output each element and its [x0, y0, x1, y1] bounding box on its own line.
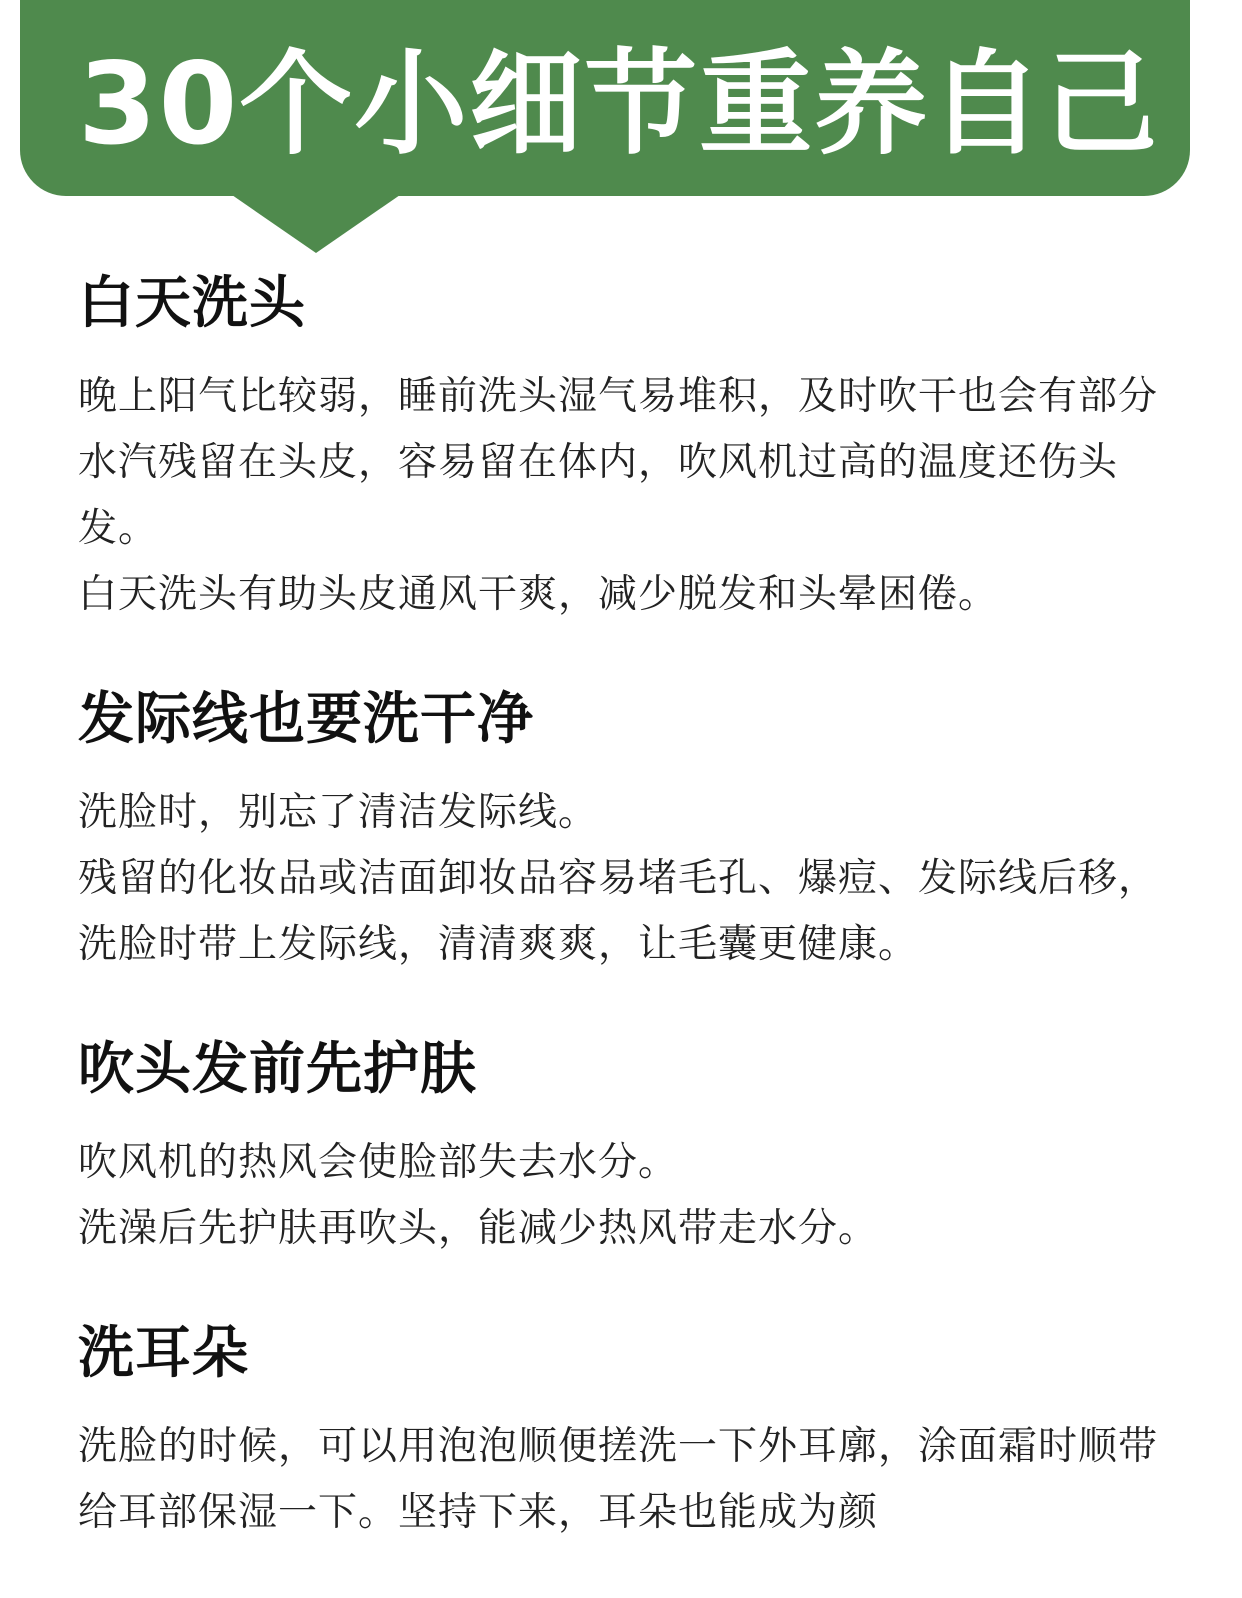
section-paragraph: 晚上阳气比较弱，睡前洗头湿气易堆积，及时吹干也会有部分水汽残留在头皮，容易留在体内，吹风机过高的温度还伤头发。 [78, 374, 1159, 551]
section-skincare-before-drying [78, 1030, 1188, 1262]
section-paragraph: 洗脸时，别忘了清洁发际线。 [78, 790, 599, 835]
bottom-fade-overlay [900, 1508, 1242, 1556]
section-paragraph: 吹风机的热风会使脸部失去水分。 [78, 1140, 679, 1185]
section-paragraph: 洗澡后先护肤再吹头，能减少热风带走水分。 [78, 1206, 879, 1251]
section-heading: 发际线也要洗干净 [78, 687, 534, 752]
banner-pointer [232, 195, 400, 253]
section-heading: 白天洗头 [78, 271, 306, 336]
section-paragraph: 洗脸的时候，可以用泡泡顺便搓洗一下外耳廓，涂面霜时顺带给耳部保湿一下。坚持下来，耳朵也能成为颜 [78, 1424, 1159, 1535]
section-heading: 吹头发前先护肤 [78, 1037, 477, 1102]
article-content [78, 264, 1188, 1598]
section-clean-hairline [78, 680, 1188, 978]
page-title: 30个小细节重养自己 [78, 38, 1160, 170]
section-heading: 洗耳朵 [78, 1321, 249, 1386]
section-paragraph: 白天洗头有助头皮通风干爽，减少脱发和头晕困倦。 [78, 572, 999, 617]
section-paragraph: 残留的化妆品或洁面卸妆品容易堵毛孔、爆痘、发际线后移，洗脸时带上发际线，清清爽爽，让毛囊更健康。 [78, 856, 1159, 967]
section-wash-hair-daytime [78, 264, 1188, 628]
